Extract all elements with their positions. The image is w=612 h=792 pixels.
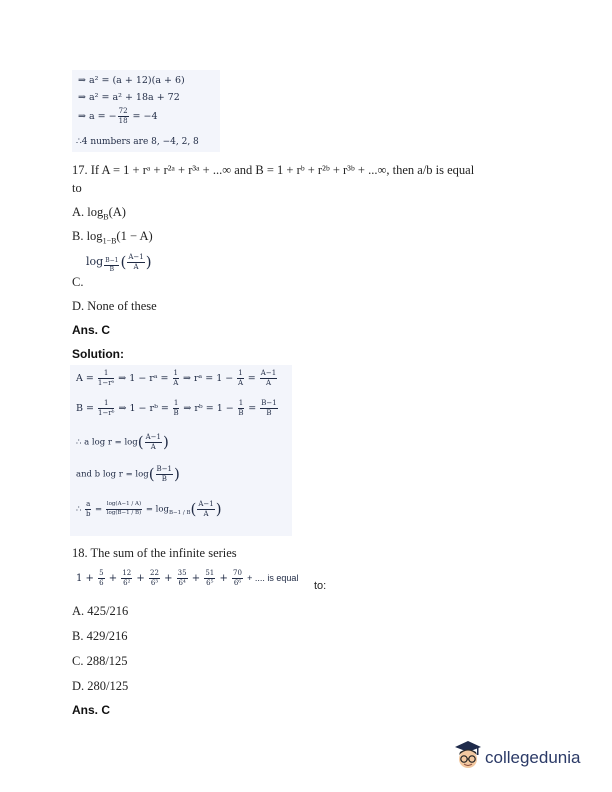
solution-line-4: and b log r = log( $\frac{B-1}{B}$ ) xyxy=(76,464,180,483)
graduate-mascot-icon xyxy=(452,738,484,772)
q17-option-c-expression: log $\frac{B-1}{B}$ ( $\frac{A-1}{A}$ ) xyxy=(86,252,152,273)
q17-option-b: B. $\log_{1-B}(1 - A)$ xyxy=(72,229,153,246)
q17-option-d: D. None of these xyxy=(72,299,157,313)
math-conclusion: ∴4 numbers are 8, −4, 2, 8 xyxy=(76,137,199,147)
math-line-3: ⇒ a = − $\frac{72}{18}$ = −4 xyxy=(78,107,158,125)
q18-option-d: D. 280/125 xyxy=(72,679,129,693)
q17-question-line1: 17. If A = 1 + rᵃ + r²ᵃ + r³ᵃ + ...∞ and B = 1 + rᵇ + r²ᵇ + r³ᵇ + ...∞, then a/b is equal xyxy=(72,163,475,177)
solution-line-1: A = $\frac{1}{\text{1−rᵃ}}$ ⇒ 1 − rᵃ = $\frac{1}{A}$ ⇒ rᵃ = 1 − $\frac{1}{A}$ = $\frac{A-1}{A}$ xyxy=(76,369,277,387)
q18-option-a: A. 425/216 xyxy=(72,604,129,618)
q18-option-b: B. 429/216 xyxy=(72,629,128,643)
q18-question: 18. The sum of the infinite series xyxy=(72,546,237,560)
solution-line-5: ∴ $\frac{a}{b}$ = $\frac{\log(A-1 / A)}{\log(B-1 / B)}$ = $\log_{B-1 / B}$( $\frac{A-1}{A}$ ) xyxy=(76,499,222,518)
q18-series: 1 + $\frac{5}{6}$ + $\frac{12}{\text{6²}}$ + $\frac{22}{\text{6³}}$ + $\frac{35}{\text{6⁴}}$ + $\frac{51}{\text{6⁵}}$ + $\frac{70}{\text{6⁶}}$ + .... is equal xyxy=(76,569,299,587)
q17-option-a: A. $\log_B(A)$ xyxy=(72,205,126,222)
q18-series-to: to: xyxy=(314,580,327,592)
q18-option-c: C. 288/125 xyxy=(72,654,128,668)
q17-option-c-label: C. xyxy=(72,275,84,289)
q17-question-line2: to xyxy=(72,181,82,195)
math-line-1: ⇒ a² = (a + 12)(a + 6) xyxy=(78,75,185,86)
solution-line-3: ∴ a log r = log( $\frac{A-1}{A}$ ) xyxy=(76,432,169,451)
collegedunia-logo xyxy=(452,738,592,778)
math-line-2: ⇒ a² = a² + 18a + 72 xyxy=(78,92,180,103)
q18-answer: Ans. C xyxy=(72,703,111,717)
solution-line-2: B = $\frac{1}{\text{1−rᵇ}}$ ⇒ 1 − rᵇ = $\frac{1}{B}$ ⇒ rᵇ = 1 − $\frac{1}{B}$ = $\frac{B-1}{B}$ xyxy=(76,399,277,417)
q17-answer: Ans. C xyxy=(72,323,111,337)
logo-text: collegedunia xyxy=(485,748,581,767)
q17-solution-label: Solution: xyxy=(72,347,124,361)
